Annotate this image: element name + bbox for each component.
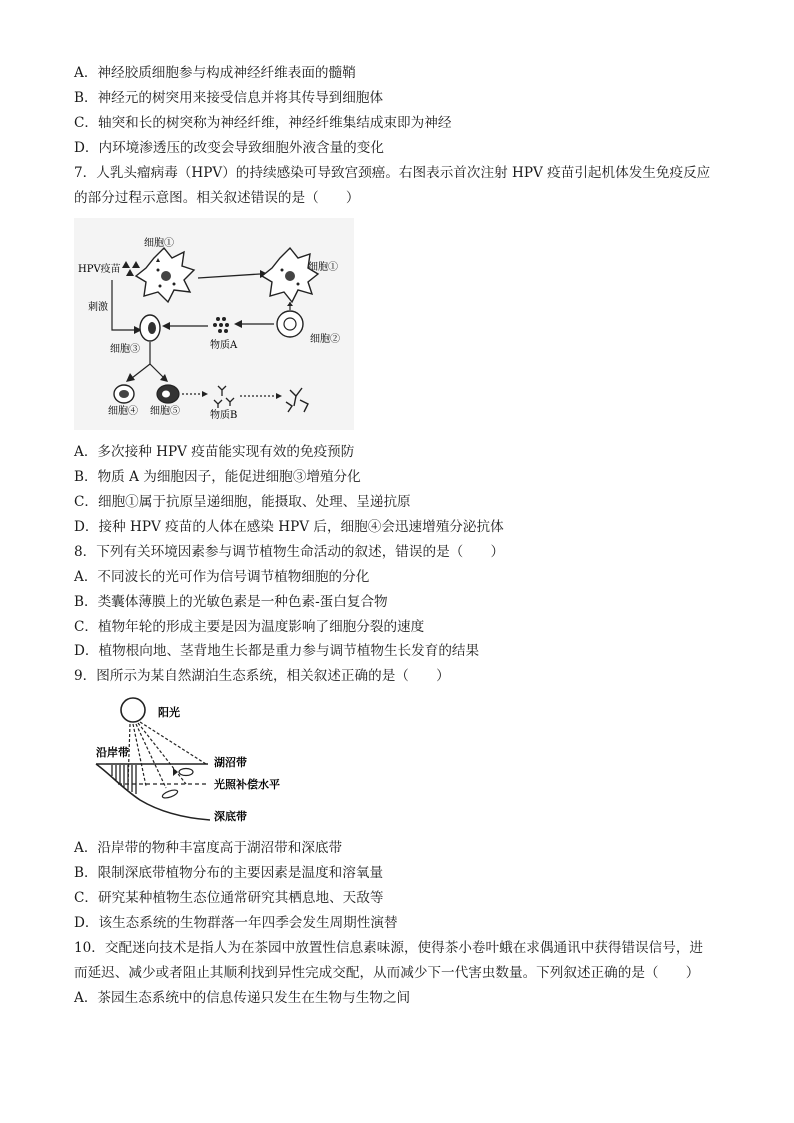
fig7-cell5-label: 细胞⑤ bbox=[150, 406, 180, 417]
q7-stem-line2: 的部分过程示意图。相关叙述错误的是（ ） bbox=[74, 190, 360, 206]
fig9-organism bbox=[161, 788, 178, 799]
fig9-compensation-level-label: 光照补偿水平 bbox=[214, 778, 280, 791]
fig9-sunlight-label: 阳光 bbox=[158, 706, 180, 719]
q7-option-b: B．物质 A 为细胞因子，能促进细胞③增殖分化 bbox=[74, 469, 361, 485]
fig9-light-rays bbox=[128, 722, 206, 788]
fig7-cell4-label: 细胞④ bbox=[108, 406, 138, 417]
fig7-cell5 bbox=[157, 385, 179, 403]
fig7-cell4 bbox=[114, 385, 134, 403]
q8-option-d: D．植物根向地、茎背地生长都是重力参与调节植物生长发育的结果 bbox=[74, 643, 480, 659]
q6-option-c: C．轴突和长的树突称为神经纤维，神经纤维集结成束即为神经 bbox=[74, 115, 452, 131]
q7-immune-figure bbox=[74, 218, 354, 430]
fig7-stimulus-label: 刺激 bbox=[88, 302, 108, 313]
q6-option-a: A．神经胶质细胞参与构成神经纤维表面的髓鞘 bbox=[74, 65, 356, 81]
q9-option-d: D．该生态系统的生物群落一年四季会发生周期性演替 bbox=[74, 915, 398, 931]
fig7-cell3 bbox=[140, 315, 160, 341]
fig9-sun bbox=[121, 698, 145, 722]
q8-option-a: A．不同波长的光可作为信号调节植物细胞的分化 bbox=[74, 569, 370, 585]
fig9-marsh-zone-label: 湖沼带 bbox=[214, 756, 247, 769]
fig7-cell2 bbox=[277, 311, 303, 337]
q7-stem-line1: 7．人乳头瘤病毒（HPV）的持续感染可导致宫颈癌。右图表示首次注射 HPV 疫苗引起机体发生免疫反应 bbox=[74, 165, 711, 181]
q9-option-a: A．沿岸带的物种丰富度高于湖沼带和深底带 bbox=[74, 840, 343, 856]
q7-option-c: C．细胞①属于抗原呈递细胞，能摄取、处理、呈递抗原 bbox=[74, 494, 411, 510]
q10-stem-line2: 而延迟、减少或者阻止其顺利找到异性完成交配，从而减少下一代害虫数量。下列叙述正确的是（ ） bbox=[74, 965, 700, 981]
q10-stem-line1: 10．交配迷向技术是指人为在茶园中放置性信息素味源，使得茶小卷叶蛾在求偶通讯中获得错误信号，进 bbox=[74, 940, 704, 956]
q7-option-a: A．多次接种 HPV 疫苗能实现有效的免疫预防 bbox=[74, 444, 355, 460]
q10-option-a: A．茶园生态系统中的信息传递只发生在生物与生物之间 bbox=[74, 990, 411, 1006]
fig7-hpv-vaccine-label: HPV疫苗 bbox=[78, 264, 121, 275]
fig9-deep-zone-label: 深底带 bbox=[214, 810, 247, 823]
q6-option-b: B．神经元的树突用来接受信息并将其传导到细胞体 bbox=[74, 90, 384, 106]
q7-option-d: D．接种 HPV 疫苗的人体在感染 HPV 后，细胞④会迅速增殖分泌抗体 bbox=[74, 519, 504, 535]
fig9-coastal-plants bbox=[112, 765, 136, 794]
fig9-coastal-zone-label: 沿岸带 bbox=[96, 746, 129, 759]
fig7-cell1-right-label: 细胞① bbox=[308, 262, 338, 273]
q6-option-d: D．内环境渗透压的改变会导致细胞外液含量的变化 bbox=[74, 140, 384, 156]
fig9-fish bbox=[173, 768, 193, 776]
fig7-cell1-left-label: 细胞① bbox=[144, 238, 174, 249]
q9-stem: 9．图所示为某自然湖泊生态系统，相关叙述正确的是（ ） bbox=[74, 668, 450, 684]
q9-option-c: C．研究某种植物生态位通常研究其栖息地、天敌等 bbox=[74, 890, 384, 906]
fig7-cell3-label: 细胞③ bbox=[110, 344, 140, 355]
q8-option-c: C．植物年轮的形成主要是因为温度影响了细胞分裂的速度 bbox=[74, 619, 425, 635]
fig7-substance-b-label: 物质B bbox=[210, 410, 238, 421]
q9-option-b: B．限制深底带植物分布的主要因素是温度和溶氧量 bbox=[74, 865, 384, 881]
q9-lake-figure bbox=[88, 692, 308, 830]
q8-stem: 8．下列有关环境因素参与调节植物生命活动的叙述，错误的是（ ） bbox=[74, 544, 505, 560]
fig7-cell2-label: 细胞② bbox=[310, 334, 340, 345]
fig7-substance-a-label: 物质A bbox=[210, 340, 238, 351]
q8-option-b: B．类囊体薄膜上的光敏色素是一种色素-蛋白复合物 bbox=[74, 594, 388, 610]
